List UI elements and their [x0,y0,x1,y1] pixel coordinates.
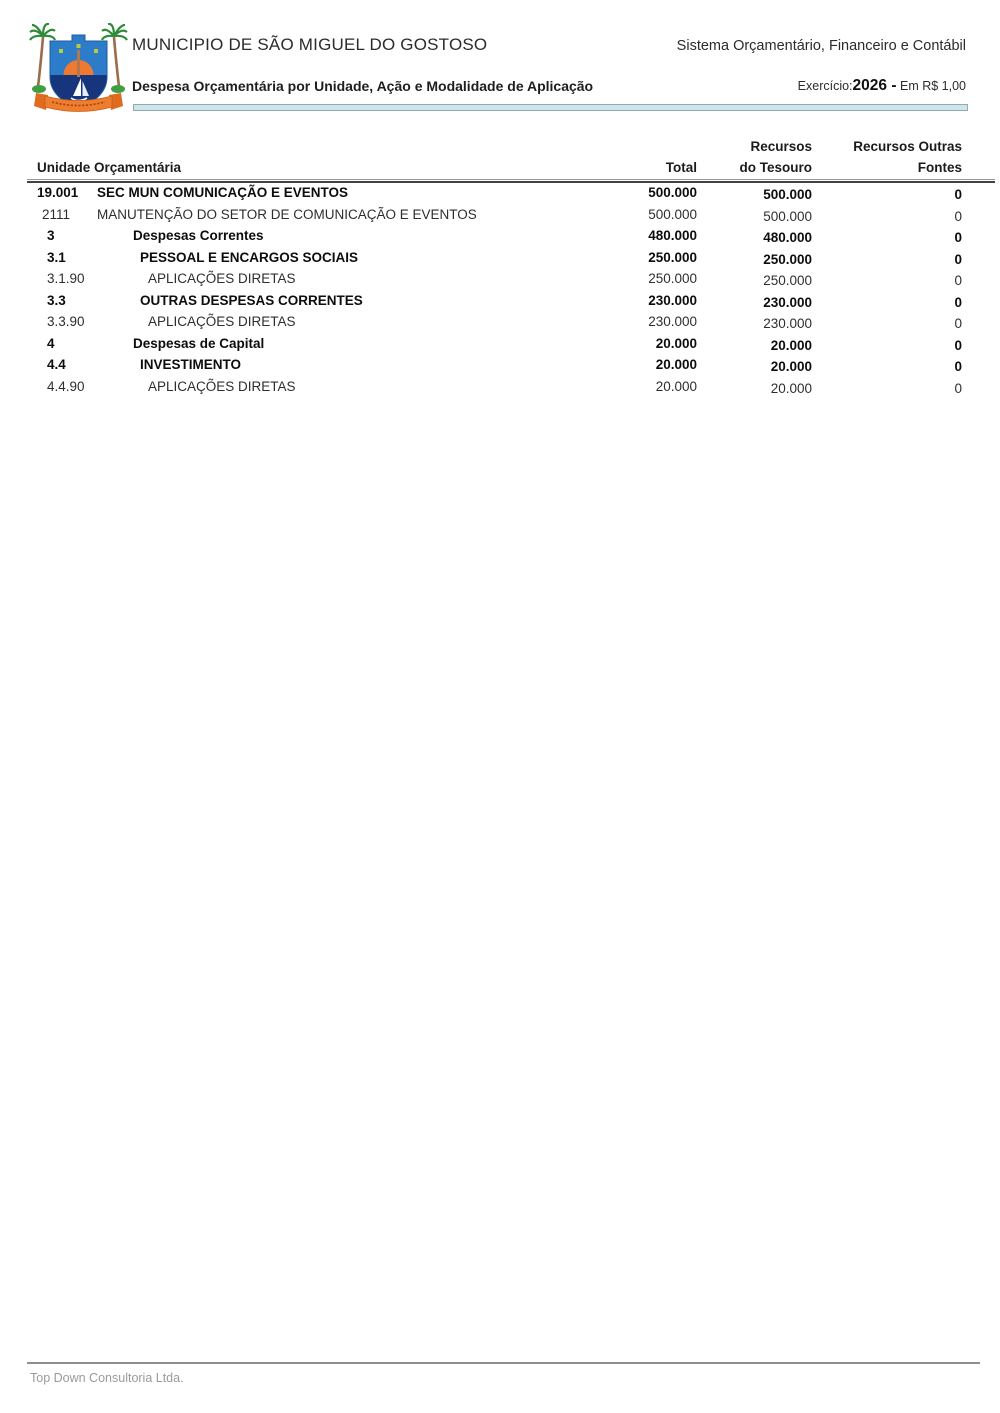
row-label: APLICAÇÕES DIRETAS [148,378,296,394]
row-total: 20.000 [655,378,697,394]
table-row [0,226,1000,248]
row-treasury: 20.000 [770,359,812,374]
row-code: 3.1 [47,249,66,265]
row-total: 250.000 [648,249,697,265]
row-treasury: 500.000 [763,187,812,202]
row-treasury: 230.000 [763,316,812,331]
row-label: MANUTENÇÃO DO SETOR DE COMUNICAÇÃO E EVENTOS [97,206,477,222]
table-row [0,183,1000,205]
row-code: 3 [47,228,55,243]
footer-company: Top Down Consultoria Ltda. [30,1371,184,1385]
row-label: APLICAÇÕES DIRETAS [148,314,296,329]
row-total: 20.000 [655,335,697,351]
table-header-rule-light [27,179,995,180]
exercise-info [798,77,966,95]
table-row [0,355,1000,377]
table-row [0,334,1000,356]
row-treasury: 480.000 [763,230,812,245]
row-treasury: 20.000 [770,337,812,353]
row-treasury: 230.000 [763,294,812,310]
row-other: 0 [954,187,962,202]
footer-rule [27,1362,980,1364]
table-row [0,312,1000,334]
row-other: 0 [954,316,962,331]
row-total: 250.000 [648,271,697,286]
municipality-title: MUNICIPIO DE SÃO MIGUEL DO GOSTOSO [132,35,488,54]
row-treasury: 20.000 [770,380,812,396]
row-label: Despesas de Capital [133,335,265,351]
row-label: APLICAÇÕES DIRETAS [148,271,296,286]
row-code: 4.4 [47,357,66,372]
row-total: 500.000 [648,185,697,200]
row-other: 0 [954,273,962,288]
col-header-treasury-line2: do Tesouro [739,160,812,175]
row-total: 480.000 [648,228,697,243]
row-other: 0 [954,337,962,353]
system-name: Sistema Orçamentário, Financeiro e Contábil [676,38,966,54]
table-row [0,269,1000,291]
row-total: 20.000 [655,357,697,372]
row-label: PESSOAL E ENCARGOS SOCIAIS [140,249,359,265]
table-row [0,205,1000,227]
col-header-other-line1: Recursos Outras [853,139,962,154]
row-treasury: 250.000 [763,273,812,288]
row-code: 3.3 [47,292,66,308]
row-treasury: 500.000 [763,208,812,224]
row-label: Despesas Correntes [133,228,264,243]
col-header-total: Total [665,160,697,175]
row-total: 230.000 [648,314,697,329]
row-total: 500.000 [648,206,697,222]
row-other: 0 [954,230,962,245]
exercise-year: 2026 - [852,77,897,94]
row-other: 0 [954,208,962,224]
row-code: 19.001 [37,185,79,200]
row-other: 0 [954,251,962,267]
row-other: 0 [954,294,962,310]
row-label: SEC MUN COMUNICAÇÃO E EVENTOS [97,185,349,200]
row-label: OUTRAS DESPESAS CORRENTES [140,292,363,308]
col-header-treasury-line1: Recursos [750,139,812,154]
row-code: 4 [47,335,55,351]
municipal-coat-of-arms-logo [29,23,128,119]
table-rows [0,183,1000,398]
row-other: 0 [954,380,962,396]
col-header-other-line2: Fontes [917,160,962,175]
row-code: 4.4.90 [47,378,85,394]
row-label: INVESTIMENTO [140,357,242,372]
currency-note: Em R$ 1,00 [899,79,966,93]
row-treasury: 250.000 [763,251,812,267]
row-code: 2111 [42,206,71,222]
table-row [0,248,1000,270]
report-title: Despesa Orçamentária por Unidade, Ação e Modalidade de Aplicação [132,78,594,94]
row-total: 230.000 [648,292,697,308]
row-other: 0 [954,359,962,374]
col-header-unit: Unidade Orçamentária [37,160,182,175]
table-row [0,291,1000,313]
row-code: 3.3.90 [47,314,85,329]
row-code: 3.1.90 [47,271,85,286]
header-divider-rule [133,104,968,111]
table-row [0,377,1000,399]
exercise-label: Exercício: [797,79,853,93]
